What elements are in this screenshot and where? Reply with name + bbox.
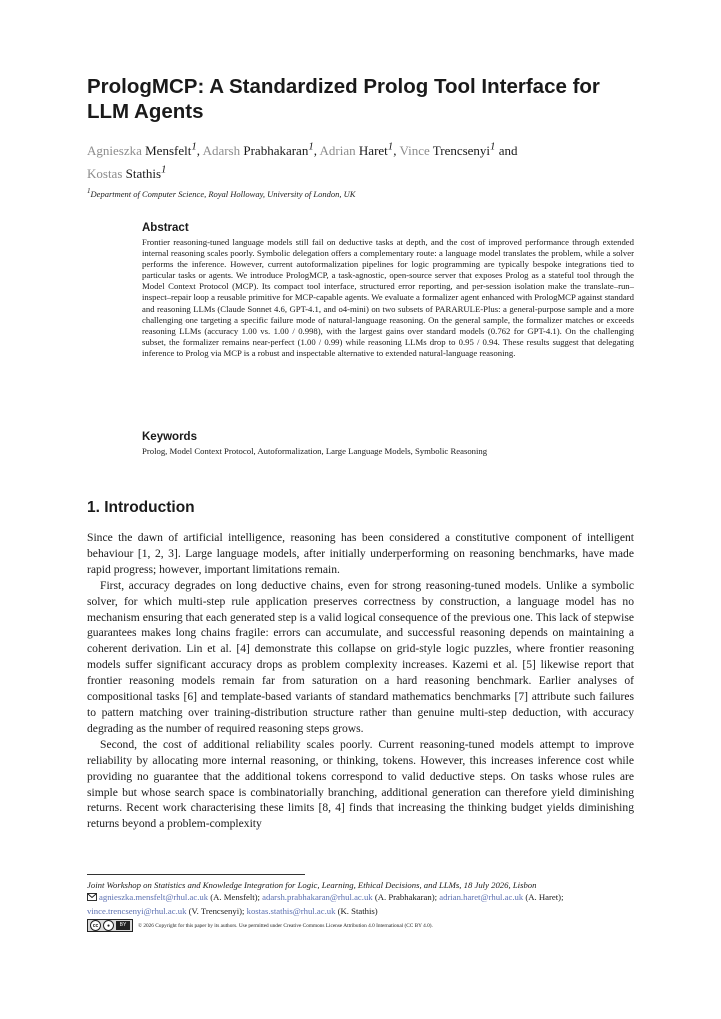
author-family-name: Prabhakaran — [243, 143, 309, 159]
keywords-text: Prolog, Model Context Protocol, Autoformalization, Large Language Models, Symbolic Reasoning — [142, 446, 488, 456]
contact-line — [87, 891, 636, 917]
author-given-name: Adarsh — [202, 143, 241, 159]
email-link[interactable]: kostas.stathis@rhul.ac.uk — [246, 905, 336, 916]
author-given-name: Adrian — [319, 143, 356, 159]
email-link[interactable]: agnieszka.mensfelt@rhul.ac.uk — [99, 892, 209, 903]
contact-name: (A. Haret); — [523, 892, 564, 903]
affiliation-mark: 1 — [161, 163, 167, 176]
email-link[interactable]: adarsh.prabhakaran@rhul.ac.uk — [262, 892, 373, 903]
author — [87, 163, 167, 181]
by-label: BY — [116, 921, 130, 930]
author-family-name: Stathis — [125, 165, 162, 181]
license-line — [87, 919, 636, 932]
author — [320, 143, 400, 158]
affiliation-mark: 1 — [387, 141, 394, 153]
section-heading-introduction: 1. Introduction — [87, 499, 195, 516]
author — [399, 143, 517, 158]
keywords-section — [142, 430, 634, 457]
introduction-body — [87, 530, 634, 832]
affiliation-mark: 1 — [490, 141, 496, 153]
author-given-name: Kostas — [87, 165, 123, 181]
author-given-name: Vince — [399, 143, 430, 159]
contact-name: (A. Prabhakaran); — [372, 892, 440, 903]
author-separator: , — [313, 143, 320, 159]
author-separator: , — [196, 143, 203, 159]
paper-title: PrologMCP: A Standardized Prolog Tool Interface for LLM Agents — [87, 75, 600, 123]
affiliation-mark: 1 — [87, 187, 91, 195]
keywords-heading: Keywords — [142, 431, 197, 443]
email-link[interactable]: vince.trencsenyi@rhul.ac.uk — [87, 905, 187, 916]
author-given-name: Agnieszka — [87, 143, 142, 159]
abstract-text: Frontier reasoning-tuned language models still fail on deductive tasks at depth, and the cost of improved performance through extended internal reasoning scales poorly. Symbolic delegation offers a complementary route: a language model translates the problem, while a solver performs the inference. However, current autoformalization pipelines for logic programming are typically bespoke integrations tied to particular tasks or agents. We introduce PrologMCP, a task-agnostic, open-source server that exposes Prolog as a stateful tool through the Model Context Protocol (MCP). Its compact tool interface, structured error reporting, and per-session isolation make the translate–run–inspect–repair loop a reusable primitive for MCP-capable agents. We evaluate a formalizer agent enhanced with PrologMCP against standard and reasoning LLMs (Claude Sonnet 4.6, GPT-4.1, and o4-mini) on two subsets of PARARULE-Plus: a general-purpose sample and a more challenging one targeting a specific failure mode of natural-language reasoning. On the general sample, the formalizer matches or exceeds reasoning LLMs (accuracy 1.00 vs. 1.00 / 0.998), with the largest gains over standard models (0.762 for GPT-4.1). On the challenging subset, the formalizer remains near-perfect (1.00 / 0.99) while reasoning LLMs drop to 0.95 / 0.94. These results suggest that delegating inference to Prolog via MCP is a robust and inspectable alternative to extended natural-language reasoning. — [142, 237, 634, 358]
author-separator: and — [495, 143, 518, 159]
affiliation-text: Department of Computer Science, Royal Holloway, University of London, UK — [90, 188, 356, 199]
email-link[interactable]: adrian.haret@rhul.ac.uk — [439, 892, 524, 903]
envelope-icon — [87, 892, 97, 904]
affiliation — [87, 186, 647, 200]
cc-logo-icon: cc — [90, 920, 101, 931]
attribution-person-icon: ● — [103, 920, 114, 931]
footnote-divider — [87, 874, 305, 875]
license-text: © 2026 Copyright for this paper by its authors. Use permitted under Creative Commons License Attribution 4.0 International (CC BY 4.0). — [138, 922, 433, 929]
author — [203, 143, 320, 158]
affiliation-mark: 1 — [308, 141, 314, 153]
author-family-name: Mensfelt — [145, 143, 192, 159]
author — [87, 143, 203, 158]
contact-name: (K. Stathis) — [335, 905, 378, 916]
footnote — [87, 879, 636, 932]
venue-note: Joint Workshop on Statistics and Knowledge Integration for Logic, Learning, Ethical Decisions, and LLMs, 18 July 2026, Lisbon — [87, 880, 537, 890]
abstract-section — [142, 221, 634, 359]
cc-by-badge — [87, 919, 133, 932]
author-list — [87, 138, 647, 183]
author-separator: , — [393, 143, 400, 159]
contact-name: (A. Mensfelt); — [208, 892, 263, 903]
paragraph: Second, the cost of additional reliability scales poorly. Current reasoning-tuned models attempt to improve reliability by allocating more internal reasoning, or thinking, tokens. However, this increases inference cost while providing no guarantee that the additional tokens correspond to valid deductive steps. On tasks whose rules are simple but whose search space is combinatorially branching, additional generation can therefore yield diminishing returns. Recent work characterising these limits [8, 4] finds that increasing the thinking budget yields diminishing returns beyond a problem-complexity — [87, 737, 634, 831]
affiliation-mark: 1 — [191, 141, 197, 153]
author-family-name: Haret — [358, 143, 388, 159]
contact-name: (V. Trencsenyi); — [186, 905, 247, 916]
paragraph: First, accuracy degrades on long deductive chains, even for strong reasoning-tuned models. Unlike a symbolic solver, for which multi-step rule application preserves correctness by construction, a language model has no mechanism ensuring that each generated step is a valid logical consequence of the previous one. This lack of stepwise guarantees makes long chains fragile: errors can accumulate, and successful reasoning depends on maintaining a coherent derivation. Lin et al. [4] demonstrate this collapse on grid-style logic puzzles, where frontier reasoning models suffer significant accuracy drops as problem complexity increases. Kazemi et al. [5] likewise report that frontier reasoning models remain far from saturation on a hard reasoning benchmark. Earlier analyses of compositional tasks [6] and template-based variants of standard mathematics benchmarks [7] attribute such failures to pattern matching over training-distribution structure rather than genuine multi-step deduction, with accuracy degrading as the number of required reasoning steps grows. — [87, 578, 634, 735]
abstract-heading: Abstract — [142, 222, 189, 234]
author-family-name: Trencsenyi — [432, 143, 491, 159]
paragraph: Since the dawn of artificial intelligence, reasoning has been considered a constitutive component of intelligent behaviour [1, 2, 3]. Large language models, after initially underperforming on reasoning benchmarks, have made rapid progress; however, important limitations remain. — [87, 531, 634, 576]
